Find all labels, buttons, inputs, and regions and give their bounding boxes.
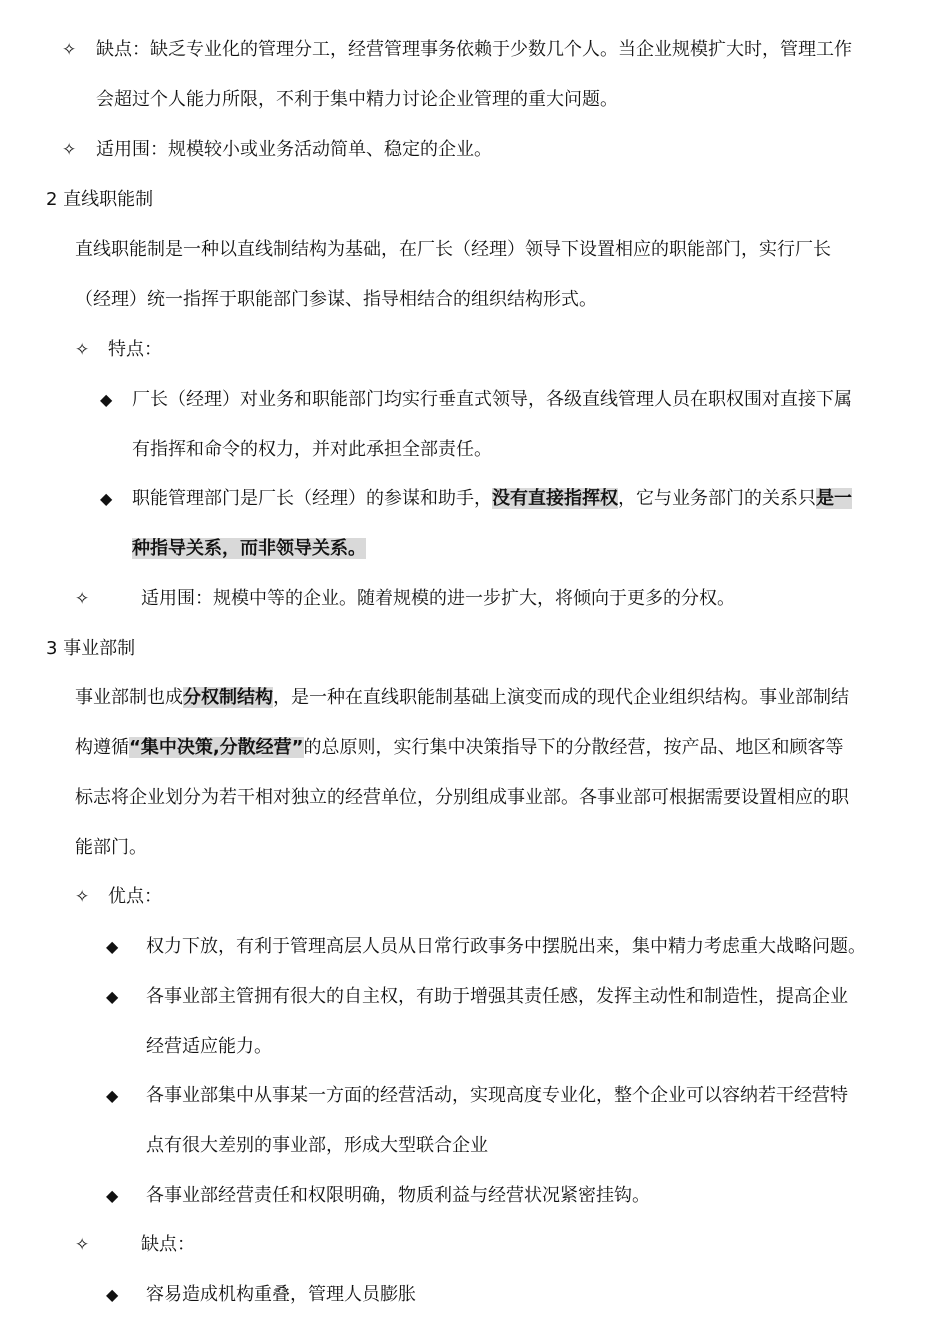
star-bullet-icon: ✧ [62, 140, 77, 160]
advantage-3-line-1: 各事业部集中从事某一方面的经营活动，实现高度专业化，整个企业可以容纳若干经营特 [146, 1085, 848, 1106]
feature-2-line-2 [132, 536, 366, 562]
highlight-guidance: 种指导关系，而非领导关系。 [132, 538, 366, 559]
s3-intro-line-1 [75, 685, 849, 711]
diamond-bullet-icon: ◆ [106, 1086, 119, 1105]
drawback-line-1: 缺点：缺乏专业化的管理分工，经营管理事务依赖于少数几个人。当企业规模扩大时，管理工作 [96, 39, 852, 60]
disadvantage-1: 容易造成机构重叠，管理人员膨胀 [146, 1284, 416, 1305]
diamond-bullet-icon: ◆ [100, 489, 113, 508]
highlight-decentralized: 分权制结构 [183, 687, 273, 708]
star-bullet-icon: ✧ [75, 340, 90, 360]
advantage-3-line-2: 点有很大差别的事业部，形成大型联合企业 [146, 1135, 488, 1156]
diamond-bullet-icon: ◆ [106, 1285, 119, 1304]
advantage-1: 权力下放，有利于管理高层人员从日常行政事务中摆脱出来，集中精力考虑重大战略问题。 [146, 936, 866, 957]
diamond-bullet-icon: ◆ [100, 390, 113, 409]
advantage-4: 各事业部经营责任和权限明确，物质利益与经营状况紧密挂钩。 [146, 1185, 650, 1206]
s3-intro-text: 的总原则，实行集中决策指导下的分散经营，按产品、地区和顾客等 [303, 737, 844, 758]
feature-1-line-1: 厂长（经理）对业务和职能部门均实行垂直式领导，各级直线管理人员在职权围对直接下属 [132, 389, 852, 410]
star-bullet-icon: ✧ [75, 1235, 90, 1255]
advantage-2-line-1: 各事业部主管拥有很大的自主权，有助于增强其责任感，发挥主动性和制造性，提高企业 [146, 986, 848, 1007]
s2-intro-line-1: 直线职能制是一种以直线制结构为基础，在厂长（经理）领导下设置相应的职能部门，实行厂长 [75, 239, 831, 260]
star-bullet-icon: ✧ [62, 40, 77, 60]
advantage-2-line-2: 经营适应能力。 [146, 1036, 272, 1057]
highlight-principle: “集中决策,分散经营” [129, 737, 304, 758]
star-bullet-icon: ✧ [75, 887, 90, 907]
scope-line: 适用围：规模较小或业务活动简单、稳定的企业。 [96, 139, 492, 160]
feature-2-line-1 [132, 486, 852, 512]
feature-2-text: 职能管理部门是厂长（经理）的参谋和助手， [132, 488, 492, 509]
s3-intro-line-4: 能部门。 [75, 837, 147, 858]
highlight-no-command: 没有直接指挥权 [492, 488, 618, 509]
s2-scope-line: 适用围：规模中等的企业。随着规模的进一步扩大，将倾向于更多的分权。 [141, 588, 735, 609]
disadvantages-label: 缺点： [141, 1234, 195, 1255]
highlight-guidance: 是一 [816, 488, 852, 509]
s3-intro-text: ，是一种在直线职能制基础上演变而成的现代企业组织结构。事业部制结 [273, 687, 849, 708]
section-heading-2: 2 直线职能制 [46, 189, 154, 210]
star-bullet-icon: ✧ [75, 589, 90, 609]
diamond-bullet-icon: ◆ [106, 1186, 119, 1205]
s3-intro-line-2 [75, 735, 844, 761]
section-heading-3: 3 事业部制 [46, 638, 136, 659]
features-label: 特点： [108, 339, 162, 360]
drawback-line-2: 会超过个人能力所限，不利于集中精力讨论企业管理的重大问题。 [96, 89, 618, 110]
feature-2-text: ，它与业务部门的关系只 [618, 488, 816, 509]
s2-intro-line-2: （经理）统一指挥于职能部门参谋、指导相结合的组织结构形式。 [75, 289, 597, 310]
diamond-bullet-icon: ◆ [106, 937, 119, 956]
s3-intro-line-3: 标志将企业划分为若干相对独立的经营单位，分别组成事业部。各事业部可根据需要设置相应的职 [75, 787, 849, 808]
diamond-bullet-icon: ◆ [106, 987, 119, 1006]
s3-intro-text: 构遵循 [75, 737, 129, 758]
s3-intro-text: 事业部制也成 [75, 687, 183, 708]
feature-1-line-2: 有指挥和命令的权力，并对此承担全部责任。 [132, 439, 492, 460]
advantages-label: 优点： [108, 886, 162, 907]
